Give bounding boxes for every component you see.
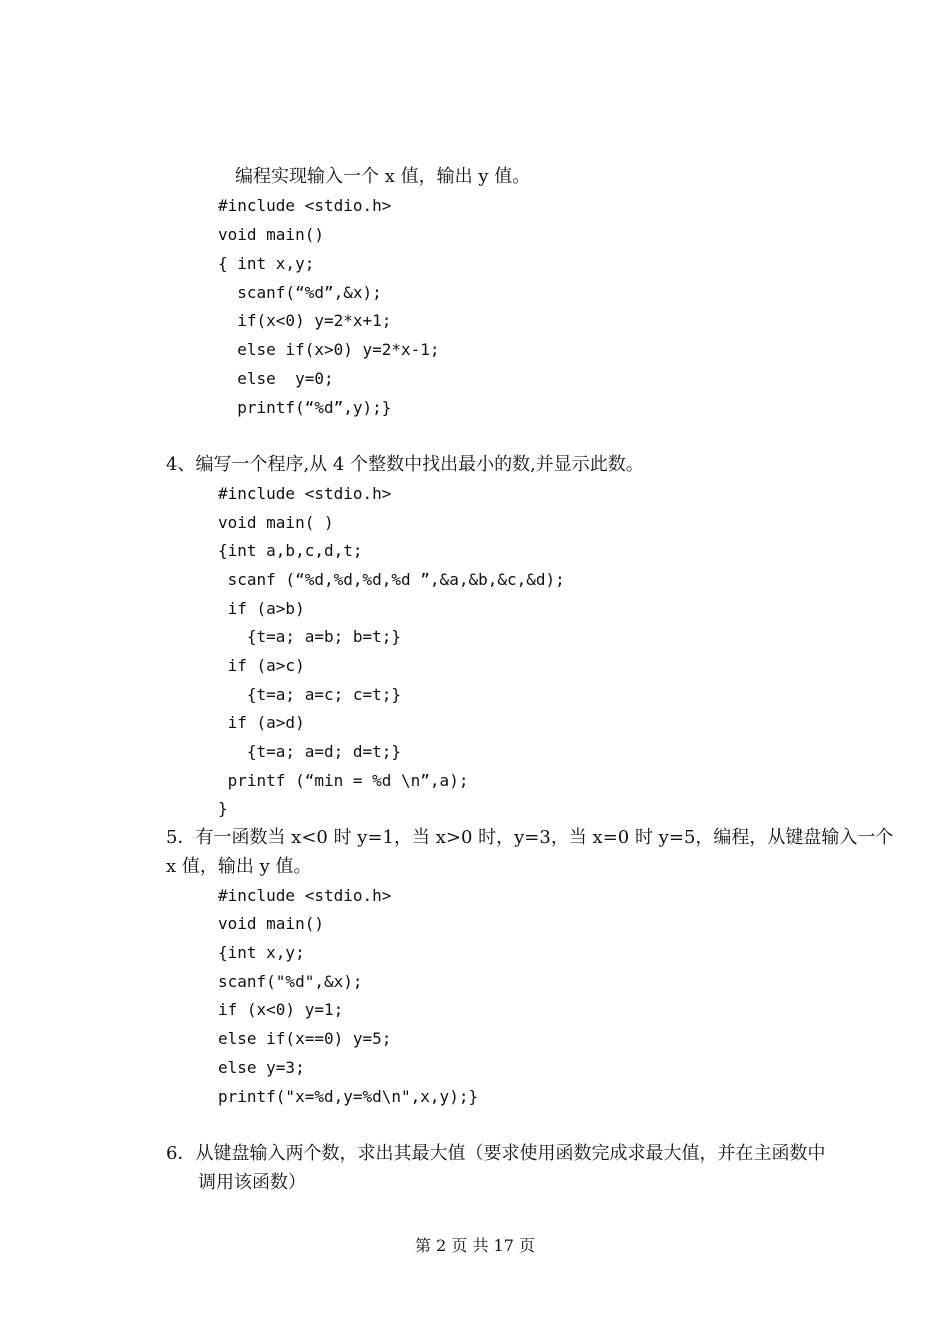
code-line: { int x,y;: [218, 254, 315, 273]
code-line: if(x<0) y=2*x+1;: [218, 311, 392, 330]
code-line: else y=0;: [218, 369, 334, 388]
code-line: void main(): [218, 914, 324, 933]
code-line: #include <stdio.h>: [218, 484, 392, 503]
code-line: {t=a; a=b; b=t;}: [218, 627, 402, 646]
code-line: else if(x>0) y=2*x-1;: [218, 340, 440, 359]
page-footer: 第 2 页 共 17 页: [415, 1236, 535, 1255]
code-line: void main(): [218, 225, 324, 244]
question-6-title-line1: 6．从键盘输入两个数，求出其最大值（要求使用函数完成求最大值，并在主函数中: [166, 1143, 826, 1164]
question-5-title-line1: 5．有一函数当 x<0 时 y=1，当 x>0 时，y=3，当 x=0 时 y=5，编程，从键盘输入一个: [166, 827, 894, 848]
code-line: scanf("%d",&x);: [218, 972, 363, 991]
question-6-title-line2: 调用该函数）: [198, 1172, 306, 1193]
question-4-title: 4、编写一个程序,从 4 个整数中找出最小的数,并显示此数。: [166, 454, 644, 475]
code-line: printf("x=%d,y=%d\n",x,y);}: [218, 1087, 479, 1106]
code-line: void main( ): [218, 513, 334, 532]
code-line: printf (“min = %d \n”,a);: [218, 771, 469, 790]
code-line: printf(“%d”,y);}: [218, 398, 392, 417]
code-line: #include <stdio.h>: [218, 196, 392, 215]
code-line: #include <stdio.h>: [218, 886, 392, 905]
code-line: scanf (“%d,%d,%d,%d ”,&a,&b,&c,&d);: [218, 570, 565, 589]
code-line: scanf(“%d”,&x);: [218, 283, 382, 302]
code-line: else if(x==0) y=5;: [218, 1029, 392, 1048]
code-line: {t=a; a=d; d=t;}: [218, 742, 402, 761]
code-line: if (x<0) y=1;: [218, 1000, 344, 1019]
code-line: {int a,b,c,d,t;: [218, 541, 363, 560]
code-line: if (a>d): [218, 713, 305, 732]
code-line: {int x,y;: [218, 943, 305, 962]
code-line: }: [218, 799, 228, 818]
intro-line: 编程实现输入一个 x 值，输出 y 值。: [235, 166, 531, 187]
code-line: if (a>c): [218, 656, 305, 675]
question-5-title-line2: x 值，输出 y 值。: [166, 856, 312, 877]
code-line: {t=a; a=c; c=t;}: [218, 685, 402, 704]
code-line: else y=3;: [218, 1058, 305, 1077]
code-line: if (a>b): [218, 599, 305, 618]
